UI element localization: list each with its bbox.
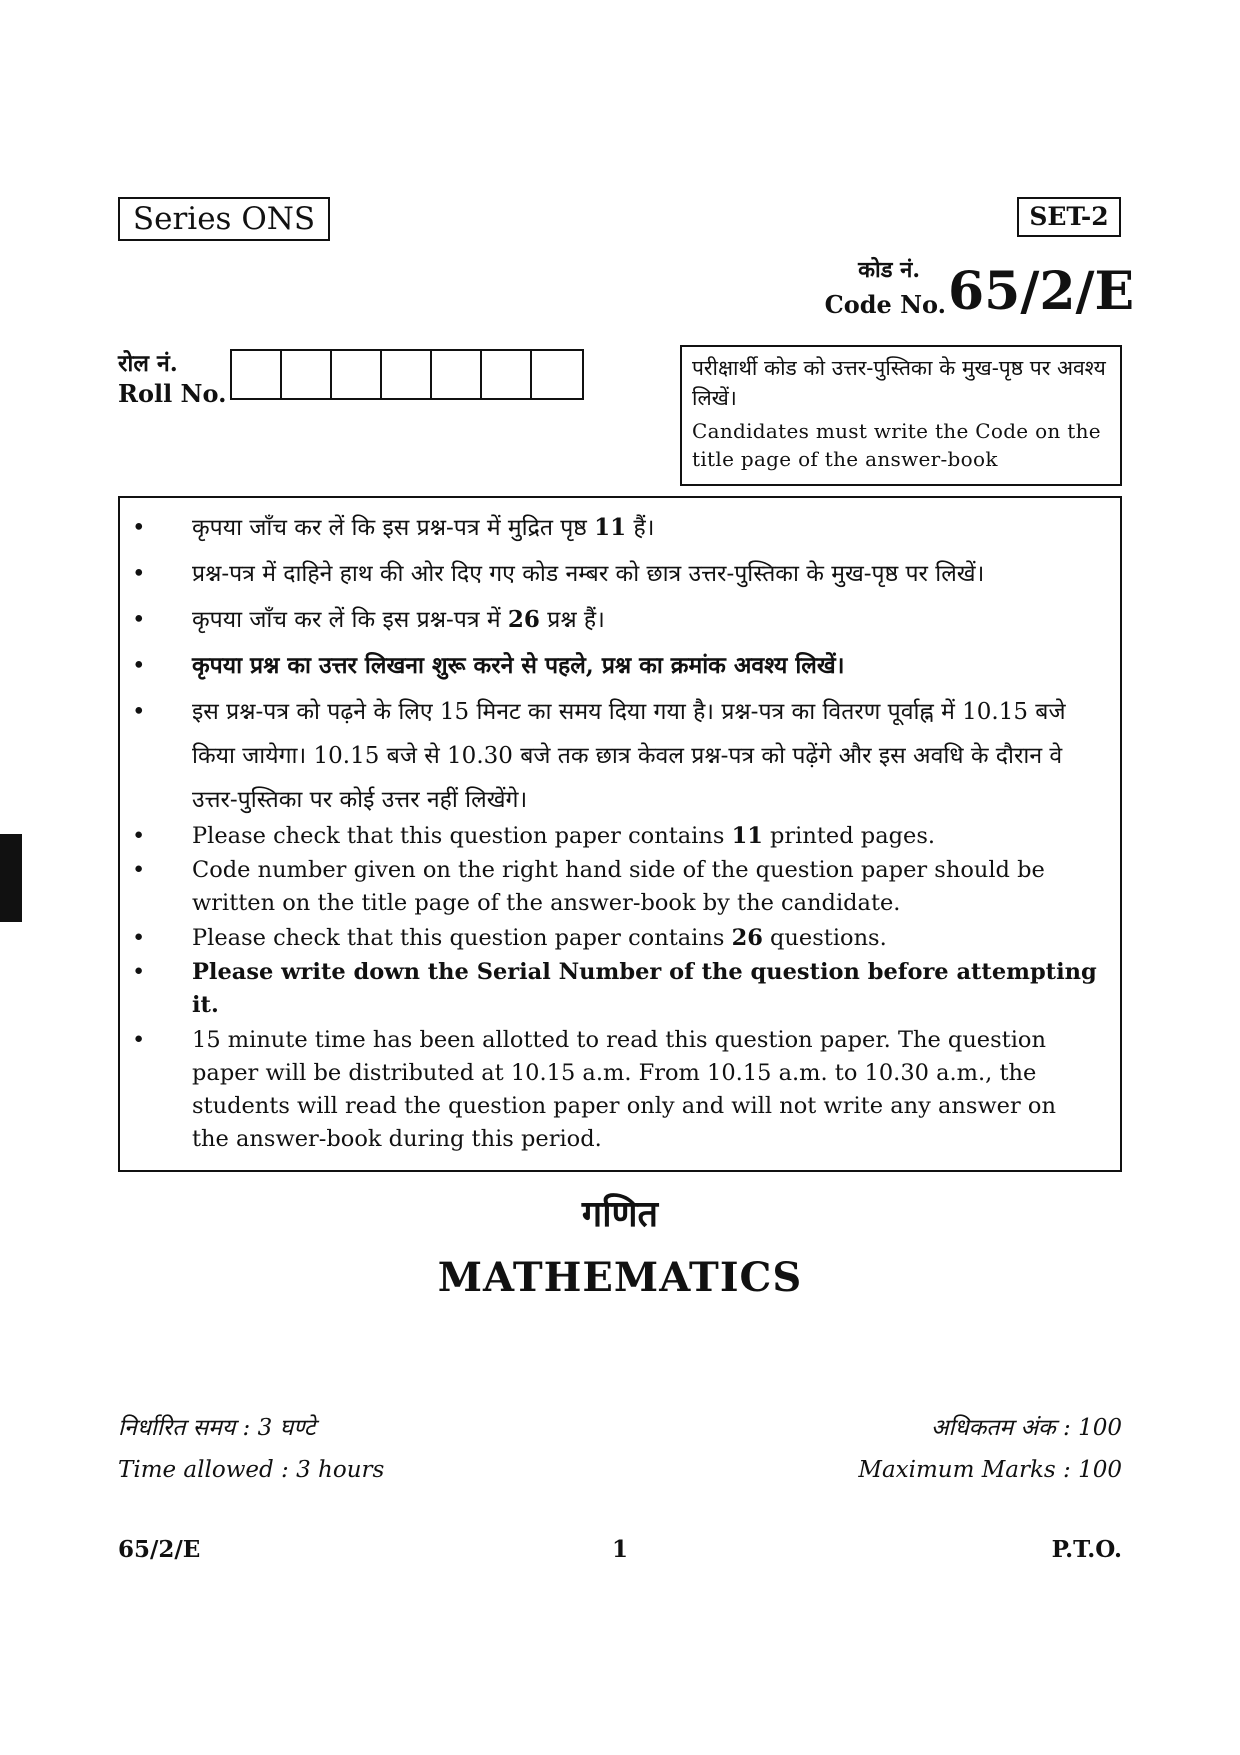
bullet-icon: • (132, 515, 146, 541)
bullet-icon: • (132, 653, 146, 679)
scan-edge-marker (0, 834, 22, 922)
roll-number-cell[interactable] (332, 351, 382, 398)
bullet-icon: • (132, 561, 146, 587)
instruction-text: कृपया जाँच कर लें कि इस प्रश्न-पत्र में मुद्रित पृष्ठ 11 हैं। (192, 514, 655, 541)
bullet-icon: • (132, 699, 146, 725)
maximum-marks-hindi: अधिकतम अंक : 100 (930, 1415, 1122, 1441)
instruction-text: Code number given on the right hand side of the question paper should be written on the title page of the answer-book by the candidate. (192, 857, 1045, 916)
bullet-icon: • (132, 823, 146, 849)
code-instruction-box (680, 345, 1122, 486)
roll-number-cell[interactable] (232, 351, 282, 398)
roll-number-cell[interactable] (432, 351, 482, 398)
code-number: 65/2/E (948, 261, 1135, 322)
instruction-text: प्रश्न-पत्र में दाहिने हाथ की ओर दिए गए कोड नम्बर को छात्र उत्तर-पुस्तिका के मुख-पृष्ठ पर लिखें। (192, 561, 985, 587)
set-label: SET-2 (1017, 197, 1121, 237)
subject-title-english: MATHEMATICS (437, 1254, 803, 1301)
bullet-icon: • (132, 959, 146, 985)
instruction-text: Please check that this question paper contains 26 questions. (192, 925, 887, 951)
instruction-text: कृपया प्रश्न का उत्तर लिखना शुरू करने से पहले, प्रश्न का क्रमांक अवश्य लिखें। (192, 652, 845, 679)
bullet-icon: • (132, 1027, 146, 1053)
instruction-text: Please check that this question paper contains 11 printed pages. (192, 823, 936, 849)
instruction-text: Please write down the Serial Number of the question before attempting it. (192, 959, 1097, 1018)
bullet-icon: • (132, 925, 146, 951)
maximum-marks-english: Maximum Marks : 100 (858, 1457, 1122, 1483)
instruction-text: इस प्रश्न-पत्र को पढ़ने के लिए 15 मिनट का समय दिया गया है। प्रश्न-पत्र का वितरण पूर्वाह्न में 10.15 बजे किया जायेगा। 10.15 बजे से 10.30 बजे तक छात्र केवल प्रश्न-पत्र को पढ़ेंगे और इस अवधि के दौरान वे उत्तर-पुस्तिका पर कोई उत्तर नहीं लिखेंगे। (192, 699, 1066, 813)
code-instruction-english: Candidates must write the Code on the title page of the answer-book (692, 419, 1101, 471)
time-allowed-hindi: निर्धारित समय : 3 घण्टे (118, 1415, 316, 1441)
instruction-text: कृपया जाँच कर लें कि इस प्रश्न-पत्र में 26 प्रश्न हैं। (192, 606, 605, 633)
bullet-icon: • (132, 857, 146, 883)
roll-number-cell[interactable] (532, 351, 582, 398)
page-number: 1 (611, 1536, 628, 1563)
roll-number-cell[interactable] (482, 351, 532, 398)
roll-number-grid (230, 349, 584, 400)
roll-number-cell[interactable] (382, 351, 432, 398)
roll-label-hindi: रोल नं. (118, 350, 178, 377)
code-instruction-hindi: परीक्षार्थी कोड को उत्तर-पुस्तिका के मुख-पृष्ठ पर अवश्य लिखें। (692, 356, 1106, 410)
code-label-hindi: कोड नं. (858, 257, 920, 283)
pto-label: P.T.O. (1051, 1536, 1122, 1563)
series-label: Series ONS (118, 197, 330, 241)
bullet-icon: • (132, 607, 146, 633)
footer-code: 65/2/E (118, 1536, 201, 1563)
roll-number-cell[interactable] (282, 351, 332, 398)
roll-label-english: Roll No. (118, 379, 227, 408)
time-allowed-english: Time allowed : 3 hours (118, 1457, 385, 1483)
subject-title-hindi: गणित (581, 1193, 659, 1235)
instruction-text: 15 minute time has been allotted to read this question paper. The question paper will be distributed at 10.15 a.m. From 10.15 a.m. to 10.30 a.m., the students will read the question paper only and will not write any answer on the answer-book during this period. (192, 1027, 1056, 1152)
general-instructions-box (118, 496, 1122, 1172)
code-label-english: Code No. (824, 290, 946, 319)
